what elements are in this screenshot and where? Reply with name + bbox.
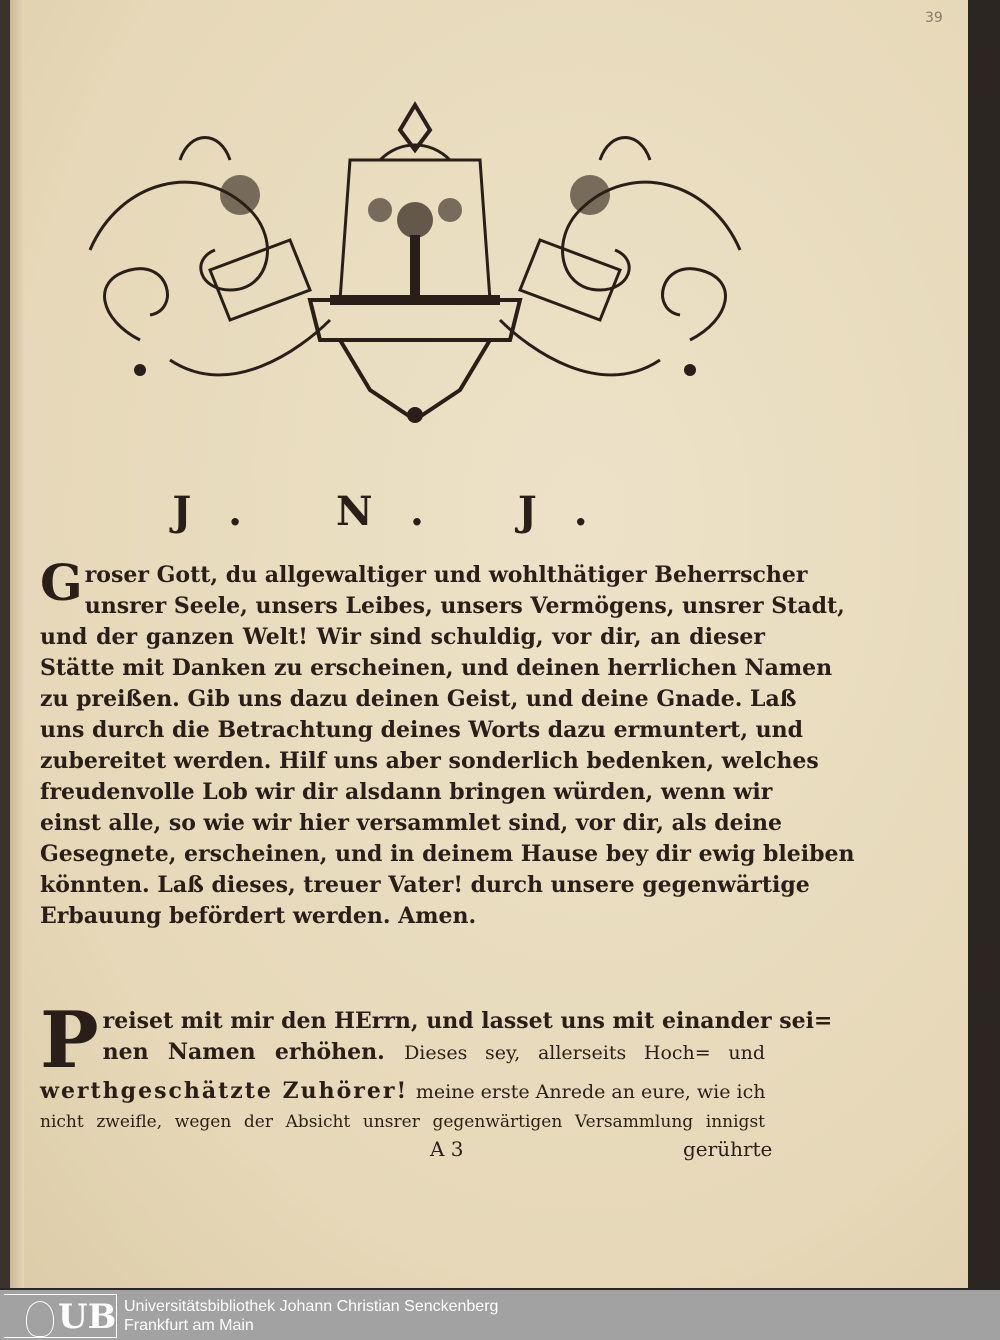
text-line: zu preißen. Gib uns dazu deinen Geist, und deine Gnade. Laß (40, 686, 797, 712)
text-line: nicht zweifle, wegen der Absicht unsrer gegenwärtigen Versammlung innigst (40, 1112, 765, 1132)
text-line (40, 1037, 765, 1068)
decorative-headpiece-ornament (80, 100, 750, 435)
library-name (124, 1297, 498, 1335)
text-line: Gesegnete, erscheinen, und in deinem Hause bey dir ewig bleiben (40, 841, 855, 867)
text-line: reiset mit mir den HErrn, und lasset uns mit einander sei= (102, 1008, 833, 1034)
library-name-line: Universitätsbibliothek Johann Christian Senckenberg (124, 1298, 499, 1315)
text-line: uns durch die Betrachtung deines Worts dazu ermuntert, und (40, 717, 804, 743)
text-line: und der ganzen Welt! Wir sind schuldig, vor dir, an dieser (40, 624, 765, 650)
catchword: gerührte (683, 1137, 773, 1161)
portrait-icon (26, 1301, 54, 1337)
text-span: Dieses sey, allerseits Hoch= und (404, 1042, 765, 1064)
text-line: Erbauung befördert werden. Amen. (40, 903, 477, 929)
signature-mark: A 3 (430, 1137, 464, 1161)
text-line: könnten. Laß dieses, treuer Vater! durch unsere gegenwärtige (40, 872, 810, 898)
heading-inri: J. N. J. (172, 488, 628, 535)
logo-text: UB (58, 1297, 117, 1337)
page-edge (0, 0, 10, 1288)
library-footer (0, 1290, 1000, 1340)
text-line: roser Gott, du allgewaltiger und wohlthätiger Beherrscher (84, 562, 808, 588)
text-line: zubereitet werden. Hilf uns aber sonderlich bedenken, welches (40, 748, 819, 774)
text-line: Stätte mit Danken zu erscheinen, und deinen herrlichen Namen (40, 655, 833, 681)
library-location: Frankfurt am Main (124, 1317, 254, 1334)
pencil-page-number: 39 (925, 10, 943, 26)
ub-logo (4, 1294, 117, 1338)
text-span: meine erste Anrede an eure, wie ich (415, 1081, 766, 1103)
text-line: unsrer Seele, unsers Leibes, unsers Vermögens, unsrer Stadt, (84, 593, 845, 619)
opening-prayer (40, 553, 855, 932)
text-span: nen Namen erhöhen. (102, 1039, 385, 1065)
drop-initial: G (40, 553, 83, 612)
text-line: einst alle, so wie wir hier versammlet sind, vor dir, als deine (40, 810, 782, 836)
page-fold (10, 0, 24, 1288)
text-span: werthgeschätzte Zuhörer! (40, 1078, 409, 1104)
text-line: freudenvolle Lob wir dir alsdann bringen würden, wenn wir (40, 779, 773, 805)
text-line (40, 1076, 765, 1107)
drop-initial: P (40, 995, 99, 1086)
sermon-opening (40, 995, 833, 1138)
